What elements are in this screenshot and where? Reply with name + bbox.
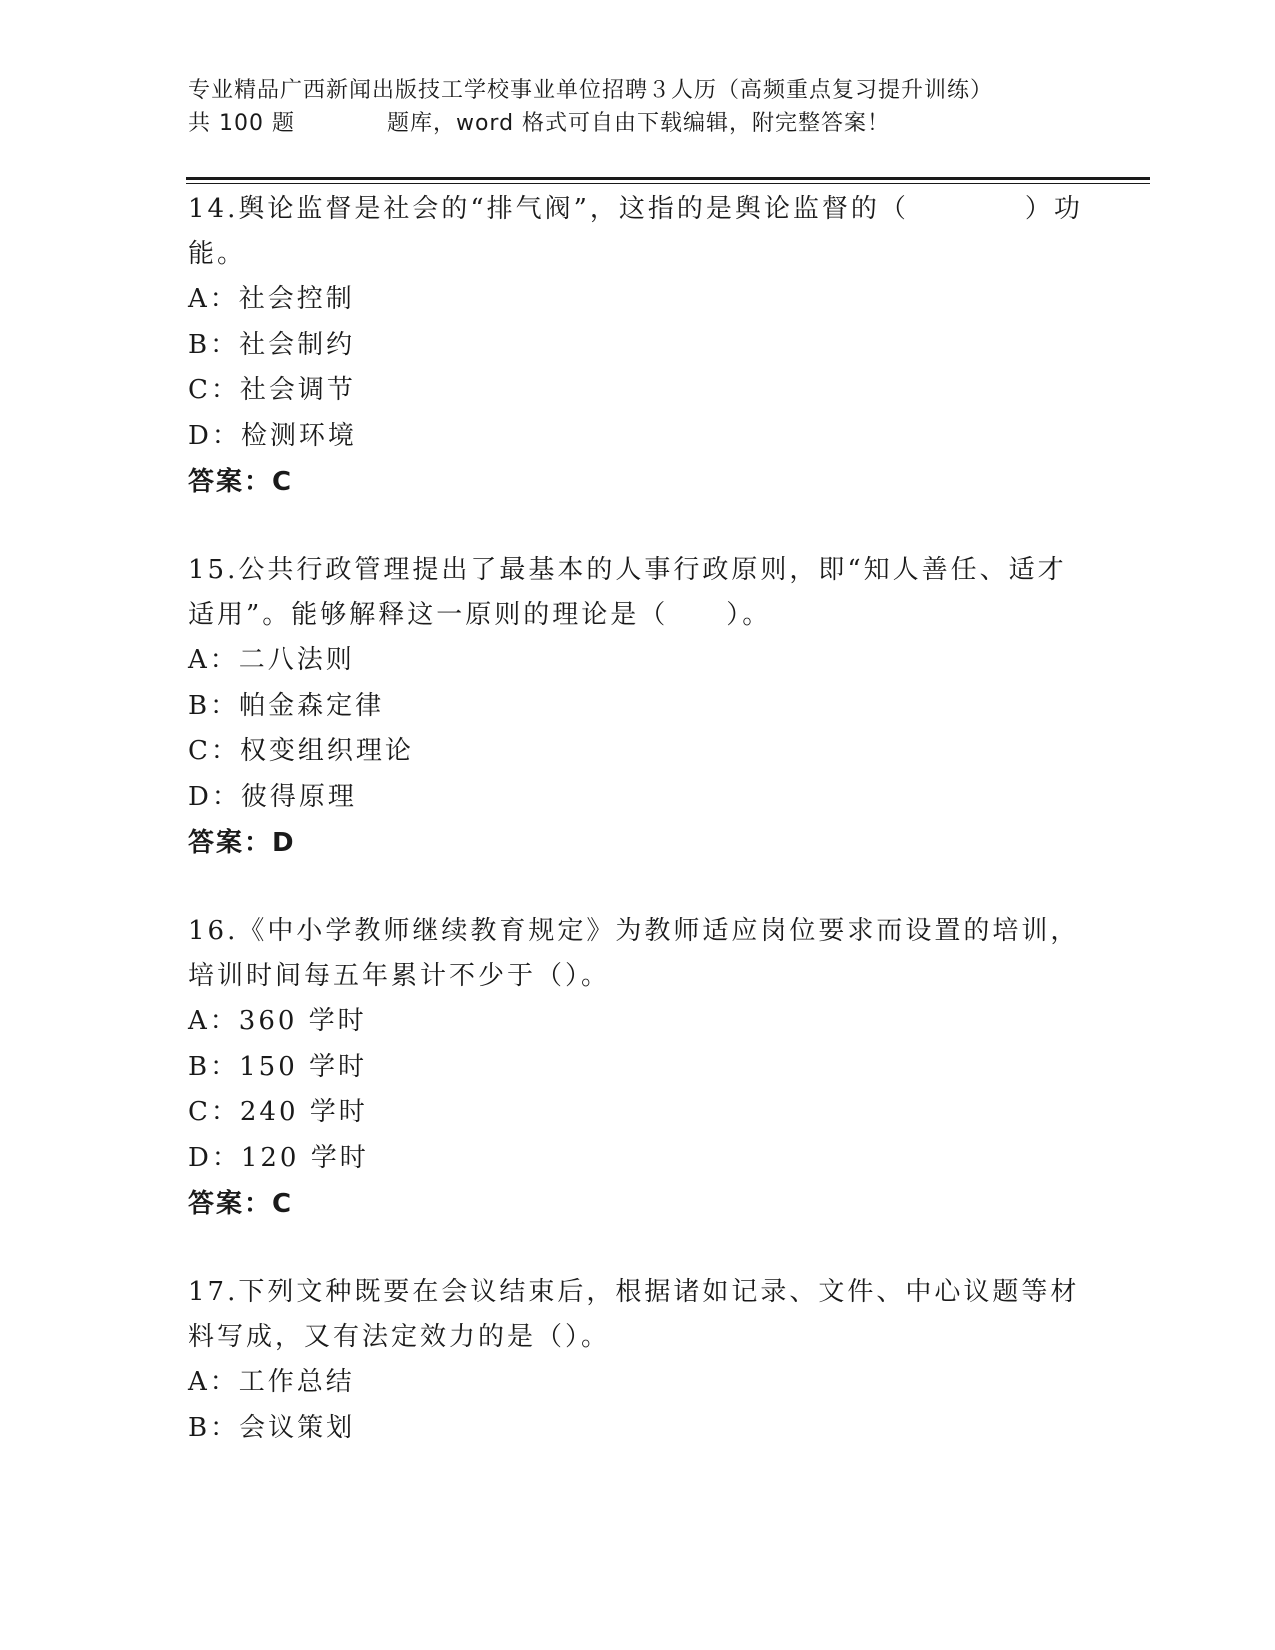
option-a: A：360 学时 bbox=[188, 1006, 367, 1036]
question-stem: 14.舆论监督是社会的“排气阀”，这指的是舆论监督的（ ）功能。 bbox=[188, 194, 1083, 269]
option-c: C：权变组织理论 bbox=[188, 736, 414, 766]
document-header bbox=[188, 74, 1068, 140]
option-c: C：240 学时 bbox=[188, 1097, 368, 1127]
option-d: D：检测环境 bbox=[188, 420, 357, 451]
header-title-line: 专业精品广西新闻出版技工学校事业单位招聘３人历（高频重点复习提升训练） bbox=[188, 78, 994, 103]
header-subtitle-line: 共 100 题 题库，word 格式可自由下载编辑，附完整答案！ bbox=[188, 111, 891, 136]
answer-line: 答案：C bbox=[188, 467, 294, 497]
option-a: A：社会控制 bbox=[188, 284, 355, 314]
answer-line: 答案：C bbox=[188, 1189, 294, 1219]
question-stem: 15.公共行政管理提出了最基本的人事行政原则，即“知人善任、适才适用”。能够解释这一原则的理论是（ ）。 bbox=[188, 555, 1067, 630]
option-b: B：帕金森定律 bbox=[188, 690, 385, 721]
header-divider-thin bbox=[186, 183, 1150, 184]
option-a: A：二八法则 bbox=[188, 645, 355, 675]
question-16 bbox=[188, 909, 1088, 1227]
question-17 bbox=[188, 1270, 1088, 1451]
option-b: B：社会制约 bbox=[188, 329, 356, 360]
header-divider-thick bbox=[186, 177, 1150, 180]
answer-line: 答案：D bbox=[188, 828, 296, 858]
option-b: B：150 学时 bbox=[188, 1051, 367, 1082]
question-stem: 17.下列文种既要在会议结束后，根据诸如记录、文件、中心议题等材料写成，又有法定效力的是（）。 bbox=[188, 1277, 1080, 1352]
option-c: C：社会调节 bbox=[188, 375, 356, 405]
option-d: D：彼得原理 bbox=[188, 781, 357, 812]
question-15 bbox=[188, 548, 1088, 866]
option-a: A：工作总结 bbox=[188, 1367, 355, 1397]
option-b: B：会议策划 bbox=[188, 1412, 356, 1443]
option-d: D：120 学时 bbox=[188, 1142, 369, 1173]
question-14 bbox=[188, 187, 1088, 505]
question-stem: 16.《中小学教师继续教育规定》为教师适应岗位要求而设置的培训，培训时间每五年累计不少于（）。 bbox=[188, 916, 1080, 991]
